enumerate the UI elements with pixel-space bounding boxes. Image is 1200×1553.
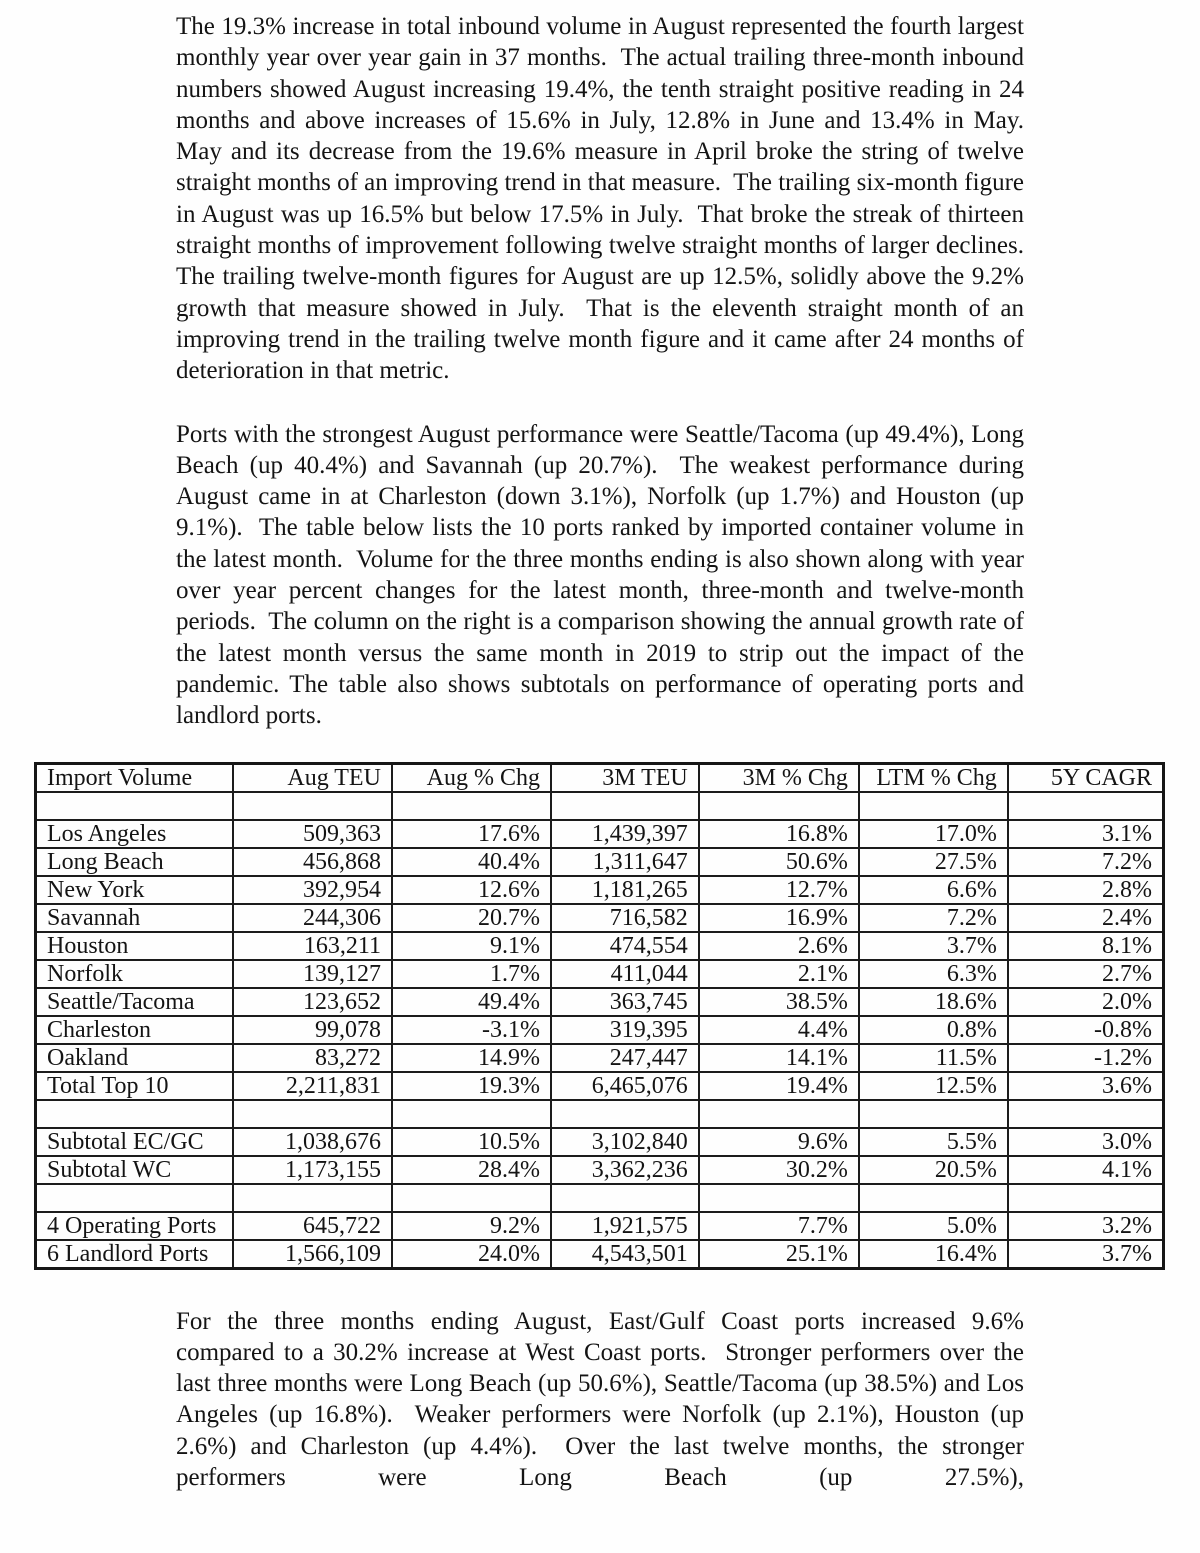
value-cell xyxy=(859,792,1008,820)
value-cell: 27.5% xyxy=(859,848,1008,876)
value-cell: 25.1% xyxy=(699,1240,859,1269)
value-cell: 456,868 xyxy=(233,848,392,876)
value-cell: 8.1% xyxy=(1008,932,1164,960)
value-cell: 3.6% xyxy=(1008,1072,1164,1100)
value-cell: 2.7% xyxy=(1008,960,1164,988)
value-cell: 1,173,155 xyxy=(233,1156,392,1184)
value-cell: 2.0% xyxy=(1008,988,1164,1016)
value-cell xyxy=(699,1184,859,1212)
value-cell: 14.9% xyxy=(392,1044,551,1072)
value-cell: 2.4% xyxy=(1008,904,1164,932)
value-cell: 83,272 xyxy=(233,1044,392,1072)
value-cell: 2.1% xyxy=(699,960,859,988)
value-cell: 6,465,076 xyxy=(551,1072,699,1100)
value-cell: 16.8% xyxy=(699,820,859,848)
value-cell: 19.3% xyxy=(392,1072,551,1100)
column-header: Aug % Chg xyxy=(392,763,551,792)
value-cell: 509,363 xyxy=(233,820,392,848)
column-header: 3M TEU xyxy=(551,763,699,792)
paragraph-three-month-summary: For the three months ending August, East/Gulf Coast ports increased 9.6% compared to a 30.2% increase at West Coast ports. Stronger performers over the last three months were Long Beach (up 50.6%), Seattle/Tacoma (up 38.5%) and Los Angeles (up 16.8%). Weaker performers were Norfolk (up 2.1%), Houston (up 2.6%) and Charleston (up 4.4%). Over the last twelve months, the stronger performers were Long Beach (up 27.5%), xyxy=(176,1307,1031,1492)
port-name-cell xyxy=(36,1100,233,1128)
value-cell xyxy=(551,1100,699,1128)
value-cell: 3.2% xyxy=(1008,1212,1164,1240)
spacer-row xyxy=(36,1100,1164,1128)
value-cell: 12.5% xyxy=(859,1072,1008,1100)
port-name-cell: Charleston xyxy=(36,1016,233,1044)
value-cell: 12.7% xyxy=(699,876,859,904)
spacer-row xyxy=(36,792,1164,820)
value-cell: 4.1% xyxy=(1008,1156,1164,1184)
port-name-cell: Total Top 10 xyxy=(36,1072,233,1100)
table-body xyxy=(36,792,1164,1269)
value-cell xyxy=(392,792,551,820)
value-cell: 392,954 xyxy=(233,876,392,904)
value-cell: 50.6% xyxy=(699,848,859,876)
value-cell: 17.0% xyxy=(859,820,1008,848)
value-cell xyxy=(859,1100,1008,1128)
value-cell: 247,447 xyxy=(551,1044,699,1072)
column-header: LTM % Chg xyxy=(859,763,1008,792)
value-cell xyxy=(551,792,699,820)
value-cell: 1,921,575 xyxy=(551,1212,699,1240)
table-row xyxy=(36,932,1164,960)
value-cell: 474,554 xyxy=(551,932,699,960)
value-cell: 7.2% xyxy=(1008,848,1164,876)
value-cell: 411,044 xyxy=(551,960,699,988)
value-cell: 30.2% xyxy=(699,1156,859,1184)
table-row xyxy=(36,1044,1164,1072)
value-cell xyxy=(392,1100,551,1128)
port-name-cell xyxy=(36,792,233,820)
value-cell xyxy=(233,1184,392,1212)
value-cell: 38.5% xyxy=(699,988,859,1016)
value-cell: 5.0% xyxy=(859,1212,1008,1240)
value-cell: 319,395 xyxy=(551,1016,699,1044)
port-name-cell: Los Angeles xyxy=(36,820,233,848)
value-cell: 4.4% xyxy=(699,1016,859,1044)
value-cell xyxy=(233,1100,392,1128)
value-cell: 3,362,236 xyxy=(551,1156,699,1184)
value-cell: 99,078 xyxy=(233,1016,392,1044)
column-header: 3M % Chg xyxy=(699,763,859,792)
table-row xyxy=(36,988,1164,1016)
value-cell: 28.4% xyxy=(392,1156,551,1184)
paragraph-inbound-volume: The 19.3% increase in total inbound volume in August represented the fourth largest monthly year over year gain in 37 months. The actual trailing three-month inbound numbers showed August increasing 19.4%, the tenth straight positive reading in 24 months and above increases of 15.6% in July, 12.8% in June and 13.4% in May. May and its decrease from the 19.6% measure in April broke the string of twelve straight months of an improving trend in that measure. The trailing six-month figure in August was up 16.5% but below 17.5% in July. That broke the streak of thirteen straight months of improvement following twelve straight months of larger declines. The trailing twelve-month figures for August are up 12.5%, solidly above the 9.2% growth that measure showed in July. That is the eleventh straight month of an improving trend in the trailing twelve month figure and it came after 24 months of deterioration in that metric. xyxy=(176,13,1037,385)
value-cell xyxy=(1008,792,1164,820)
value-cell: 16.4% xyxy=(859,1240,1008,1269)
value-cell: 645,722 xyxy=(233,1212,392,1240)
value-cell xyxy=(699,1100,859,1128)
port-name-cell xyxy=(36,1184,233,1212)
value-cell: 10.5% xyxy=(392,1128,551,1156)
value-cell: 4,543,501 xyxy=(551,1240,699,1269)
value-cell: 7.7% xyxy=(699,1212,859,1240)
value-cell: 244,306 xyxy=(233,904,392,932)
port-name-cell: Oakland xyxy=(36,1044,233,1072)
value-cell: 9.6% xyxy=(699,1128,859,1156)
table-row xyxy=(36,1240,1164,1269)
port-name-cell: 6 Landlord Ports xyxy=(36,1240,233,1269)
value-cell: -0.8% xyxy=(1008,1016,1164,1044)
value-cell: 0.8% xyxy=(859,1016,1008,1044)
value-cell: 139,127 xyxy=(233,960,392,988)
port-name-cell: Subtotal WC xyxy=(36,1156,233,1184)
table-row xyxy=(36,904,1164,932)
value-cell: 1,038,676 xyxy=(233,1128,392,1156)
value-cell: 1,439,397 xyxy=(551,820,699,848)
value-cell xyxy=(551,1184,699,1212)
table-header-row xyxy=(36,763,1164,792)
value-cell: 9.1% xyxy=(392,932,551,960)
port-name-cell: Norfolk xyxy=(36,960,233,988)
value-cell: 163,211 xyxy=(233,932,392,960)
value-cell: 1,566,109 xyxy=(233,1240,392,1269)
port-name-cell: Savannah xyxy=(36,904,233,932)
value-cell: 14.1% xyxy=(699,1044,859,1072)
table-head xyxy=(36,763,1164,792)
value-cell xyxy=(699,792,859,820)
value-cell xyxy=(392,1184,551,1212)
port-name-cell: New York xyxy=(36,876,233,904)
table-row xyxy=(36,1072,1164,1100)
value-cell: 3.7% xyxy=(1008,1240,1164,1269)
value-cell: 1,181,265 xyxy=(551,876,699,904)
port-name-cell: 4 Operating Ports xyxy=(36,1212,233,1240)
port-name-cell: Long Beach xyxy=(36,848,233,876)
value-cell xyxy=(859,1184,1008,1212)
value-cell: -3.1% xyxy=(392,1016,551,1044)
spacer-row xyxy=(36,1184,1164,1212)
value-cell: 24.0% xyxy=(392,1240,551,1269)
column-header: 5Y CAGR xyxy=(1008,763,1164,792)
value-cell: 6.6% xyxy=(859,876,1008,904)
table-row xyxy=(36,960,1164,988)
value-cell: 18.6% xyxy=(859,988,1008,1016)
value-cell: 2.8% xyxy=(1008,876,1164,904)
value-cell xyxy=(1008,1184,1164,1212)
value-cell: 11.5% xyxy=(859,1044,1008,1072)
value-cell: 9.2% xyxy=(392,1212,551,1240)
value-cell: 2,211,831 xyxy=(233,1072,392,1100)
value-cell: 49.4% xyxy=(392,988,551,1016)
value-cell: 716,582 xyxy=(551,904,699,932)
value-cell xyxy=(233,792,392,820)
value-cell: 7.2% xyxy=(859,904,1008,932)
value-cell: 123,652 xyxy=(233,988,392,1016)
value-cell: 3.0% xyxy=(1008,1128,1164,1156)
value-cell: 17.6% xyxy=(392,820,551,848)
table-row xyxy=(36,820,1164,848)
value-cell: 363,745 xyxy=(551,988,699,1016)
table-row xyxy=(36,1212,1164,1240)
value-cell: 19.4% xyxy=(699,1072,859,1100)
table-row xyxy=(36,1016,1164,1044)
value-cell: -1.2% xyxy=(1008,1044,1164,1072)
port-name-cell: Houston xyxy=(36,932,233,960)
table-row xyxy=(36,1156,1164,1184)
value-cell: 40.4% xyxy=(392,848,551,876)
value-cell: 20.5% xyxy=(859,1156,1008,1184)
value-cell: 12.6% xyxy=(392,876,551,904)
column-header: Aug TEU xyxy=(233,763,392,792)
value-cell: 5.5% xyxy=(859,1128,1008,1156)
port-name-cell: Subtotal EC/GC xyxy=(36,1128,233,1156)
paragraph-port-performance: Ports with the strongest August performance were Seattle/Tacoma (up 49.4%), Long Beach (up 40.4%) and Savannah (up 20.7%). The weakest performance during August came in at Charleston (down 3.1%), Norfolk (up 1.7%) and Houston (up 9.1%). The table below lists the 10 ports ranked by imported container volume in the latest month. Volume for the three months ending is also shown along with year over year percent changes for the latest month, three-month and twelve-month periods. The column on the right is a comparison showing the annual growth rate of the latest month versus the same month in 2019 to strip out the impact of the pandemic. The table also shows subtotals on performance of operating ports and landlord ports. xyxy=(176,420,1031,730)
value-cell: 6.3% xyxy=(859,960,1008,988)
table-row xyxy=(36,848,1164,876)
value-cell: 1,311,647 xyxy=(551,848,699,876)
value-cell: 16.9% xyxy=(699,904,859,932)
table-row xyxy=(36,876,1164,904)
column-header: Import Volume xyxy=(36,763,233,792)
value-cell: 3.1% xyxy=(1008,820,1164,848)
value-cell xyxy=(1008,1100,1164,1128)
value-cell: 20.7% xyxy=(392,904,551,932)
import-volume-table xyxy=(34,762,1165,1270)
value-cell: 3,102,840 xyxy=(551,1128,699,1156)
table-row xyxy=(36,1128,1164,1156)
value-cell: 3.7% xyxy=(859,932,1008,960)
value-cell: 2.6% xyxy=(699,932,859,960)
port-name-cell: Seattle/Tacoma xyxy=(36,988,233,1016)
value-cell: 1.7% xyxy=(392,960,551,988)
